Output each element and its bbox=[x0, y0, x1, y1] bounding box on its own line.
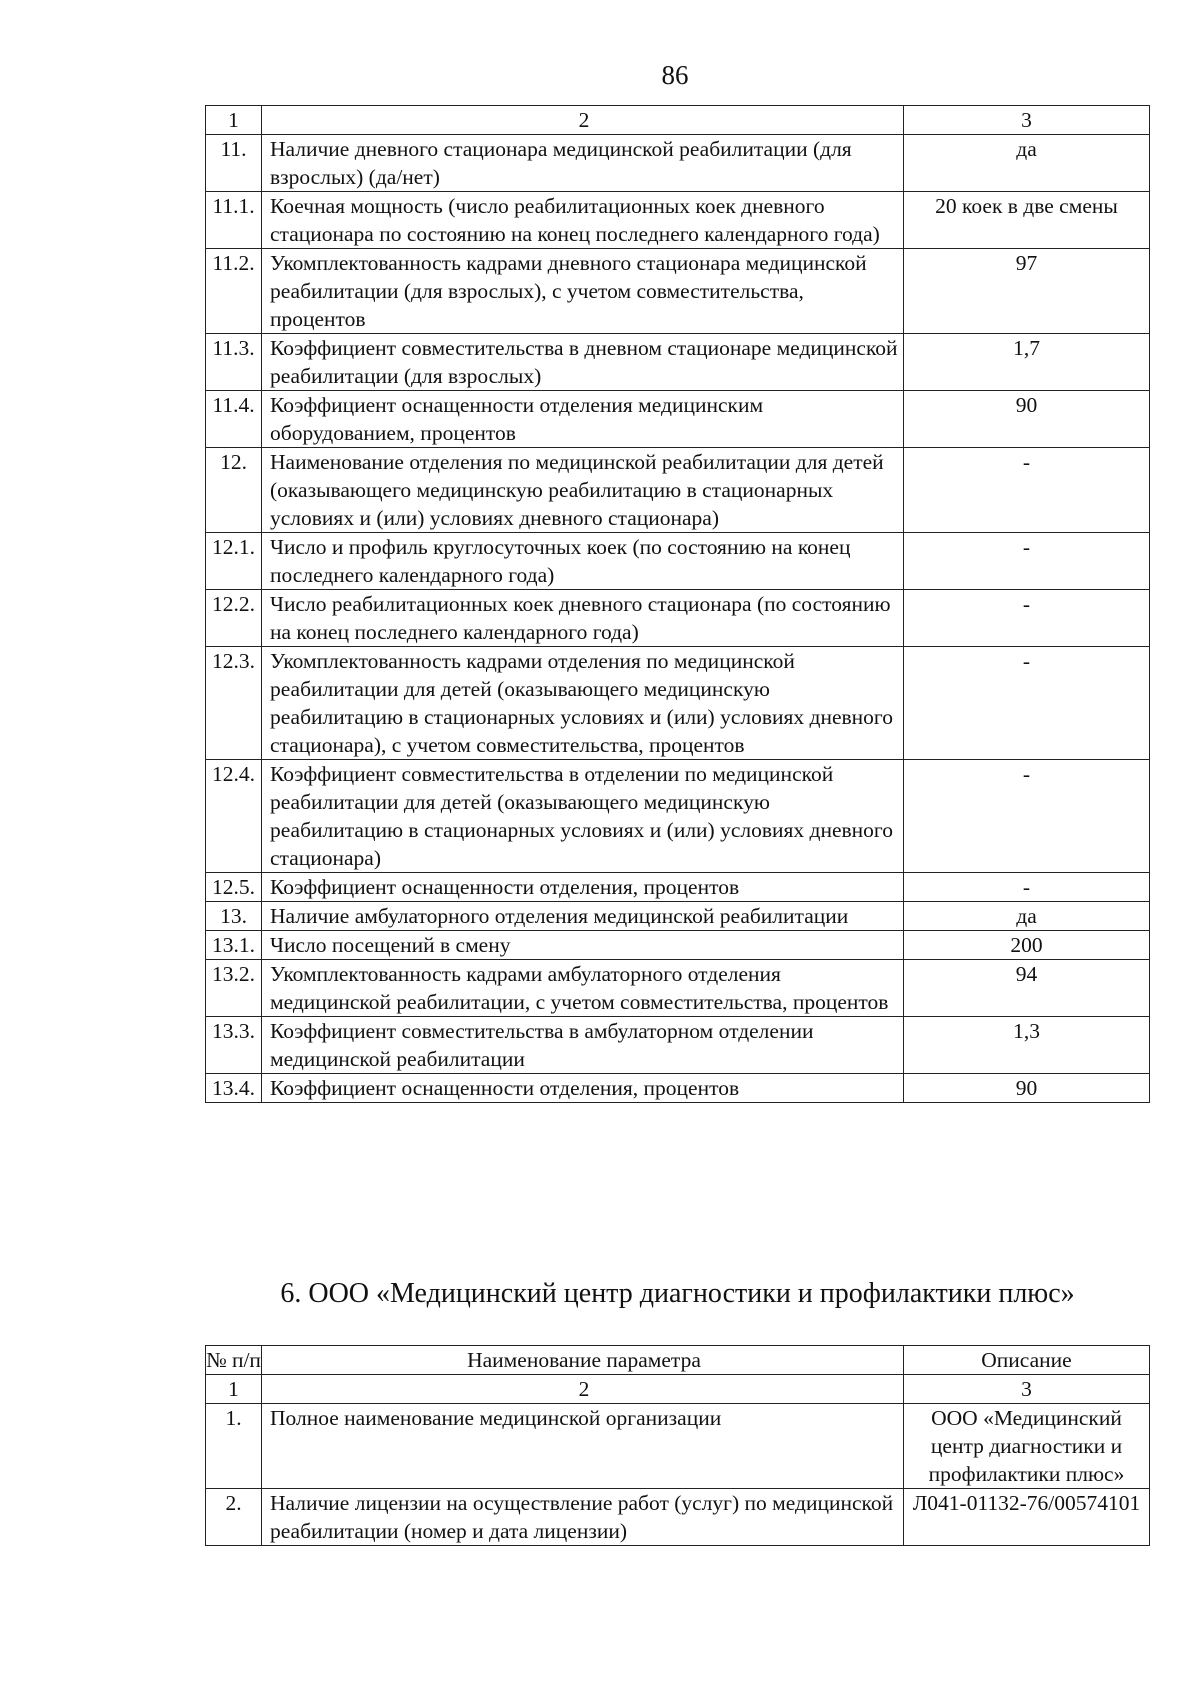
parameter-name: Наличие дневного стационара медицинской реабилитации (для взрослых) (да/нет) bbox=[262, 135, 904, 192]
column-number: 2 bbox=[262, 1375, 904, 1404]
row-number: 11.2. bbox=[206, 249, 262, 334]
column-number: 1 bbox=[206, 106, 262, 135]
row-number: 13.1. bbox=[206, 931, 262, 960]
page-number: 86 bbox=[661, 60, 689, 90]
parameter-name: Наличие лицензии на осуществление работ (услуг) по медицинской реабилитации (номер и дата лицензии) bbox=[262, 1489, 904, 1546]
row-number: 13. bbox=[206, 902, 262, 931]
parameter-name: Коэффициент оснащенности отделения, процентов bbox=[262, 873, 904, 902]
parameter-name: Число реабилитационных коек дневного стационара (по состоянию на конец последнего календарного года) bbox=[262, 590, 904, 647]
organization-parameters-table bbox=[205, 1345, 1150, 1546]
row-number: 11.1. bbox=[206, 192, 262, 249]
table-row bbox=[206, 760, 1150, 873]
column-number: 3 bbox=[904, 106, 1150, 135]
parameter-value: - bbox=[904, 760, 1150, 873]
table-row bbox=[206, 647, 1150, 760]
table-row bbox=[206, 1489, 1150, 1546]
row-number: 2. bbox=[206, 1489, 262, 1546]
table-row bbox=[206, 931, 1150, 960]
parameter-name: Наличие амбулаторного отделения медицинской реабилитации bbox=[262, 902, 904, 931]
parameter-value: 94 bbox=[904, 960, 1150, 1017]
parameter-name: Коэффициент совместительства в амбулаторном отделении медицинской реабилитации bbox=[262, 1017, 904, 1074]
parameter-name: Коэффициент оснащенности отделения медицинским оборудованием, процентов bbox=[262, 391, 904, 448]
row-number: 12. bbox=[206, 448, 262, 533]
column-number: 1 bbox=[206, 1375, 262, 1404]
parameter-name: Коэффициент совместительства в дневном стационаре медицинской реабилитации (для взрослых) bbox=[262, 334, 904, 391]
row-number: 12.5. bbox=[206, 873, 262, 902]
row-number: 12.4. bbox=[206, 760, 262, 873]
parameter-name: Коэффициент совместительства в отделении по медицинской реабилитации для детей (оказывающего медицинскую реабилитацию в стационарных условиях и (или) условиях дневного стационара) bbox=[262, 760, 904, 873]
table-row bbox=[206, 391, 1150, 448]
parameter-name: Число и профиль круглосуточных коек (по состоянию на конец последнего календарного года) bbox=[262, 533, 904, 590]
row-number: 13.4. bbox=[206, 1074, 262, 1103]
table-row bbox=[206, 902, 1150, 931]
table-row bbox=[206, 533, 1150, 590]
parameter-name: Укомплектованность кадрами отделения по медицинской реабилитации для детей (оказывающего медицинскую реабилитацию в стационарных условиях и (или) условиях дневного стационара), с учетом совместительства, процентов bbox=[262, 647, 904, 760]
table-row bbox=[206, 135, 1150, 192]
column-numbers-row bbox=[206, 1375, 1150, 1404]
parameter-name: Коечная мощность (число реабилитационных коек дневного стационара по состоянию на конец последнего календарного года) bbox=[262, 192, 904, 249]
parameter-value: да bbox=[904, 135, 1150, 192]
parameter-value: - bbox=[904, 533, 1150, 590]
column-header-parameter: Наименование параметра bbox=[262, 1346, 904, 1375]
column-number: 3 bbox=[904, 1375, 1150, 1404]
row-number: 12.1. bbox=[206, 533, 262, 590]
parameter-value: 90 bbox=[904, 1074, 1150, 1103]
parameter-value: 97 bbox=[904, 249, 1150, 334]
parameter-value: - bbox=[904, 647, 1150, 760]
parameter-name: Укомплектованность кадрами дневного стационара медицинской реабилитации (для взрослых), с учетом совместительства, процентов bbox=[262, 249, 904, 334]
row-number: 11. bbox=[206, 135, 262, 192]
column-number: 2 bbox=[262, 106, 904, 135]
parameter-value: да bbox=[904, 902, 1150, 931]
parameter-value: 200 bbox=[904, 931, 1150, 960]
table-row bbox=[206, 1017, 1150, 1074]
parameter-value: 20 коек в две смены bbox=[904, 192, 1150, 249]
parameter-name: Полное наименование медицинской организации bbox=[262, 1404, 904, 1489]
table-row bbox=[206, 960, 1150, 1017]
row-number: 13.3. bbox=[206, 1017, 262, 1074]
row-number: 13.2. bbox=[206, 960, 262, 1017]
row-number: 11.3. bbox=[206, 334, 262, 391]
table-row bbox=[206, 590, 1150, 647]
parameter-value: 1,7 bbox=[904, 334, 1150, 391]
parameter-name: Коэффициент оснащенности отделения, процентов bbox=[262, 1074, 904, 1103]
column-header-description: Описание bbox=[904, 1346, 1150, 1375]
table-row bbox=[206, 334, 1150, 391]
parameter-name: Число посещений в смену bbox=[262, 931, 904, 960]
parameter-value: ООО «Медицинский центр диагностики и профилактики плюс» bbox=[904, 1404, 1150, 1489]
table-row bbox=[206, 1404, 1150, 1489]
table-row bbox=[206, 448, 1150, 533]
parameter-value: - bbox=[904, 448, 1150, 533]
table-row bbox=[206, 192, 1150, 249]
parameter-value: Л041-01132-76/00574101 bbox=[904, 1489, 1150, 1546]
header-row bbox=[206, 1346, 1150, 1375]
table-row bbox=[206, 873, 1150, 902]
row-number: 12.3. bbox=[206, 647, 262, 760]
parameter-value: - bbox=[904, 590, 1150, 647]
parameter-value: 1,3 bbox=[904, 1017, 1150, 1074]
parameter-name: Наименование отделения по медицинской реабилитации для детей (оказывающего медицинскую реабилитацию в стационарных условиях и (или) условиях дневного стационара) bbox=[262, 448, 904, 533]
table-row bbox=[206, 249, 1150, 334]
row-number: 1. bbox=[206, 1404, 262, 1489]
table-row bbox=[206, 1074, 1150, 1103]
column-header-number: № п/п bbox=[206, 1346, 262, 1375]
parameter-name: Укомплектованность кадрами амбулаторного отделения медицинской реабилитации, с учетом совместительства, процентов bbox=[262, 960, 904, 1017]
column-numbers-row bbox=[206, 106, 1150, 135]
parameters-table-continued bbox=[205, 105, 1150, 1103]
row-number: 11.4. bbox=[206, 391, 262, 448]
row-number: 12.2. bbox=[206, 590, 262, 647]
parameter-value: - bbox=[904, 873, 1150, 902]
section-heading: 6. ООО «Медицинский центр диагностики и профилактики плюс» bbox=[280, 1278, 1075, 1309]
parameter-value: 90 bbox=[904, 391, 1150, 448]
